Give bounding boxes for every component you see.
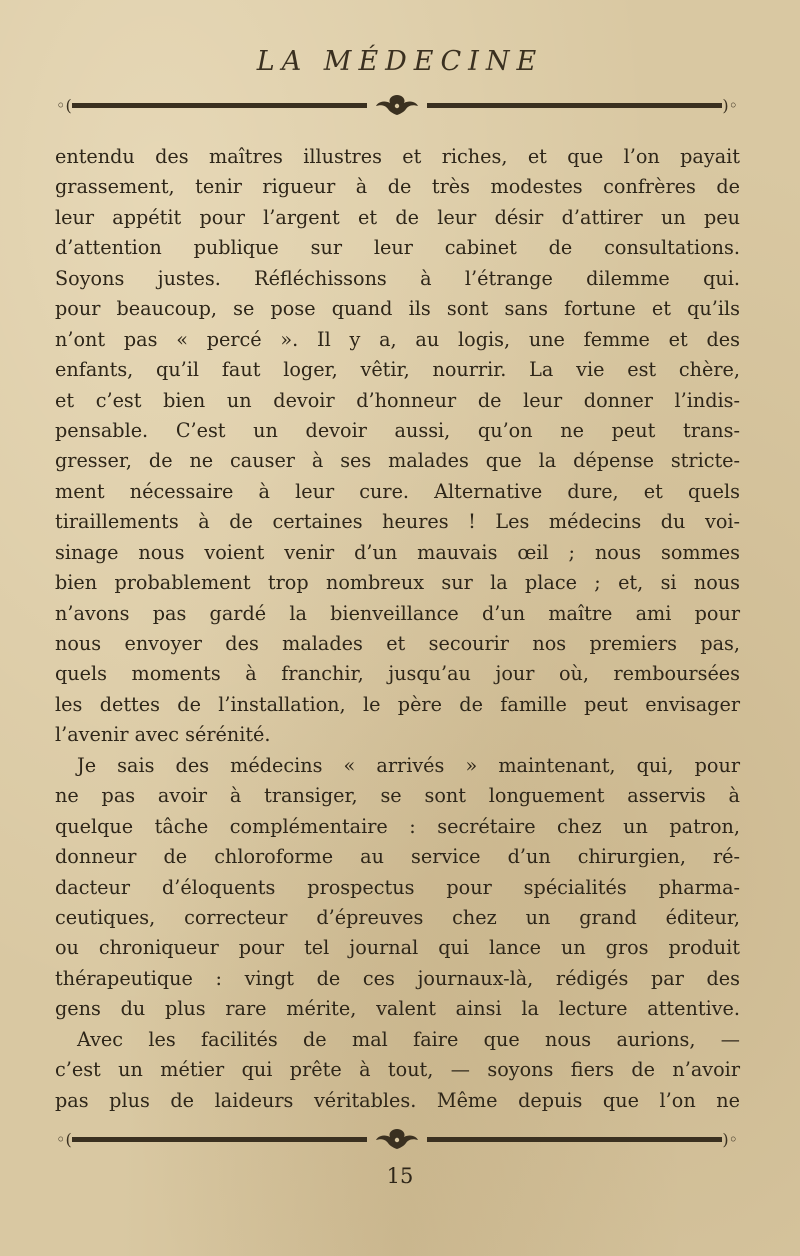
fleuron-ornament-icon bbox=[372, 1126, 422, 1152]
text-line: n’ont pas « percé ». Il y a, au logis, une femme et des bbox=[55, 327, 740, 351]
text-line: et c’est bien un devoir d’honneur de leur donner l’indis- bbox=[55, 388, 740, 412]
rule-end-left-icon: ◦( bbox=[56, 1130, 72, 1149]
body-text bbox=[55, 142, 740, 1116]
text-line: bien probablement trop nombreux sur la place ; et, si nous bbox=[55, 571, 740, 595]
text-line: ou chroniqueur pour tel journal qui lance un gros produit bbox=[55, 936, 740, 960]
text-line: pas plus de laideurs véritables. Même depuis que l’on ne bbox=[55, 1088, 740, 1112]
text-line: tiraillements à de certaines heures ! Les médecins du voi- bbox=[55, 510, 740, 534]
text-line: ne pas avoir à transiger, se sont longuement asservis à bbox=[55, 784, 740, 808]
text-line: les dettes de l’installation, le père de famille peut envisager bbox=[55, 692, 740, 716]
text-line: nous envoyer des malades et secourir nos premiers pas, bbox=[55, 632, 740, 655]
text-line: sinage nous voient venir d’un mauvais œil ; nous sommes bbox=[55, 540, 740, 564]
text-line: donneur de chloroforme au service d’un chirurgien, ré- bbox=[55, 845, 740, 869]
rule-end-right-icon: )◦ bbox=[722, 1130, 738, 1149]
text-line: Je sais des médecins « arrivés » maintenant, qui, pour bbox=[77, 753, 740, 777]
text-line: dacteur d’éloquents prospectus pour spécialités pharma- bbox=[55, 875, 740, 899]
text-line: pensable. C’est un devoir aussi, qu’on ne peut trans- bbox=[55, 418, 740, 442]
rule-end-right-icon: )◦ bbox=[722, 96, 738, 115]
text-line: enfants, qu’il faut loger, vêtir, nourrir. La vie est chère, bbox=[55, 358, 740, 382]
text-line: quelque tâche complémentaire : secrétaire chez un patron, bbox=[55, 814, 740, 838]
text-line: leur appétit pour l’argent et de leur désir d’attirer un peu bbox=[55, 205, 740, 229]
text-line: l’avenir avec sérénité. bbox=[55, 723, 271, 747]
text-line: thérapeutique : vingt de ces journaux-là, rédigés par des bbox=[55, 966, 740, 990]
page-number: 15 bbox=[386, 1164, 414, 1188]
text-line: quels moments à franchir, jusqu’au jour où, remboursées bbox=[55, 662, 740, 686]
text-line: Avec les facilités de mal faire que nous aurions, — bbox=[77, 1027, 740, 1051]
rule-end-left-icon: ◦( bbox=[56, 96, 72, 115]
fleuron-ornament-icon bbox=[372, 92, 422, 118]
text-line: Soyons justes. Réfléchissons à l’étrange dilemme qui. bbox=[55, 266, 740, 290]
header-rule bbox=[56, 96, 738, 116]
footer-rule bbox=[56, 1130, 738, 1150]
text-line: gens du plus rare mérite, valent ainsi la lecture attentive. bbox=[55, 997, 740, 1021]
text-line: ceutiques, correcteur d’épreuves chez un grand éditeur, bbox=[55, 905, 740, 929]
text-line: entendu des maîtres illustres et riches, et que l’on payait bbox=[55, 145, 740, 168]
text-line: d’attention publique sur leur cabinet de consultations. bbox=[55, 236, 740, 260]
text-line: ment nécessaire à leur cure. Alternative dure, et quels bbox=[55, 479, 740, 503]
text-line: pour beaucoup, se pose quand ils sont sans fortune et qu’ils bbox=[55, 297, 740, 321]
text-line: c’est un métier qui prête à tout, — soyons fiers de n’avoir bbox=[55, 1058, 740, 1082]
text-line: n’avons pas gardé la bienveillance d’un maître ami pour bbox=[55, 601, 740, 625]
running-title: LA MÉDECINE bbox=[256, 46, 544, 77]
text-line: gresser, de ne causer à ses malades que la dépense stricte- bbox=[55, 449, 740, 473]
text-line: grassement, tenir rigueur à de très modestes confrères de bbox=[55, 175, 740, 199]
